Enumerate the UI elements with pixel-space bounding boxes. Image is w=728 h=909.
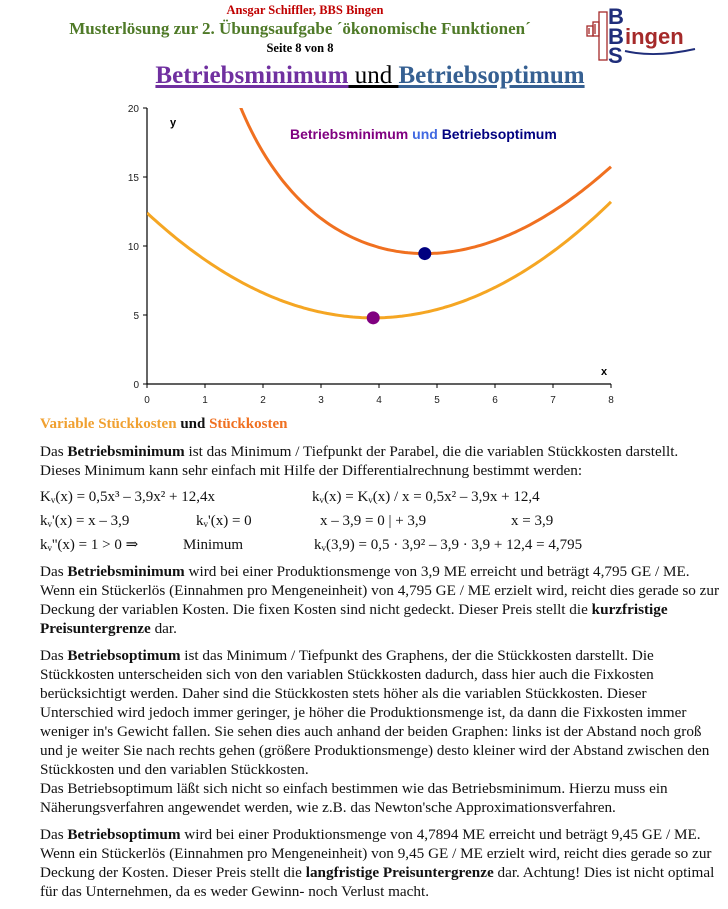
- svg-text:S: S: [608, 43, 623, 64]
- y-tick-label: 20: [127, 104, 139, 115]
- x-tick-label: 2: [260, 395, 266, 406]
- svg-text:B: B: [608, 24, 624, 49]
- y-tick-label: 5: [133, 311, 139, 322]
- heading-stueckkosten: Stückkosten: [209, 416, 288, 432]
- paragraph-betriebsminimum-intro: Das Betriebsminimum ist das Minimum / Tiefpunkt der Parabel, die die variablen Stückkosten darstellt. Dieses Minimum kann sehr einfach mit Hilfe der Differentialrechnung bestimmt werden:: [40, 443, 679, 479]
- x-tick-label: 0: [144, 395, 150, 406]
- heading-und-connector: und: [176, 416, 210, 432]
- x-tick-label: 7: [550, 395, 556, 406]
- paragraph-betriebsminimum-result: Das Betriebsminimum wird bei einer Produktionsmenge von 3,9 ME erreicht und beträgt 4,795 GE / ME. Wenn ein Stückerlös (Einnahmen pro Mengeneinheit) von 4,795 GE / ME erzielt wird, reicht dies gerade so zur Deckung der variablen Kosten. Die fixen Kosten sind nicht gedeckt. Dieser Preis stellt die kurzfristige Preisuntergrenze dar.: [40, 563, 720, 637]
- formula-block: [40, 488, 720, 560]
- swoosh-icon: [625, 49, 695, 54]
- betriebsoptimum-marker: [418, 247, 431, 260]
- x-tick-label: 3: [318, 395, 324, 406]
- heading-betriebsminimum: Betriebsminimum: [155, 62, 349, 89]
- svg-text:ingen: ingen: [625, 24, 684, 49]
- document-title: Musterlösung zur 2. Übungsaufgabe ´ökonomische Funktionen´: [69, 19, 531, 38]
- x-tick-label: 5: [434, 395, 440, 406]
- heading-und: und: [348, 62, 399, 89]
- paragraph-betriebsoptimum-result: Das Betriebsoptimum wird bei einer Produktionsmenge von 4,7894 ME erreicht und beträgt 9,45 GE / ME. Wenn ein Stückerlös (Einnahmen pro Mengeneinheit) von 9,45 GE / ME erzielt wird, reicht dies gerade so zur Deckung der Kosten. Dieser Preis stellt die langfristige Preisuntergrenze dar. Achtung! Dies ist nicht optimal für das Unternehmen, da es weder Gewinn- noch Verlust macht.: [40, 826, 715, 900]
- formula-row-2: $k_v'(x) = x - 3,9$ $k_v'(x) = 0$ x – 3,9 = 0 | + 3,9 x = 3,9: [40, 513, 554, 529]
- x-tick-label: 4: [376, 395, 382, 406]
- bbs-bingen-logo: [585, 2, 725, 64]
- page-indicator: Seite 8 von 8: [266, 41, 334, 55]
- cost-chart: [110, 98, 630, 410]
- formula-row-1: $K_v(x) = 0,5x^3 - 3,9x^2 + 12,4x$ $k_v(x) = K_v(x) / x = 0,5x^2 - 3,9x + 12,4$: [40, 489, 540, 505]
- x-tick-label: 8: [608, 395, 614, 406]
- heading-variable-stueckkosten: Variable Stückkosten: [40, 416, 177, 432]
- y-axis-label: y: [170, 117, 177, 129]
- y-tick-label: 0: [133, 380, 139, 391]
- betriebsminimum-marker: [367, 311, 380, 324]
- document-body: [40, 415, 720, 909]
- y-tick-label: 15: [127, 173, 139, 184]
- paragraph-betriebsoptimum-intro: Das Betriebsoptimum ist das Minimum / Tiefpunkt des Graphens, der die Stückkosten darstellt. Die Stückkosten unterscheiden sich von den variablen Stückkosten dadurch, dass hier auch die Fixkosten berücksichtigt werden. Daher sind die Stückkosten stets höher als die variablen Stückkosten. Dieser Unterschied wird jedoch immer geringer, je höher die Produktionsmenge ist, da dann die Fixkosten immer weniger in's Gewicht fallen. Sie sehen dies auch anhand der beiden Graphen: links ist der Abstand noch groß und je weiter Sie nach rechts gehen (größere Produktionsmenge) desto kleiner wird der Abstand zwischen den Stückkosten und den variablen Stückkosten. Das Betriebsoptimum läßt sich nicht so einfach bestimmen wie das Betriebsminimum. Hierzu muss ein Näherungsverfahren angewendet werden, wie z.B. das Newton'sche Approximationsverfahren.: [40, 647, 710, 816]
- formula-row-3: $k_v''(x) = 1 > 0$ ⇒ Minimum $k_v(3,9) = 0,5 \cdot 3,9^2 - 3,9 \cdot 3,9 + 12,4 = 4,795$: [40, 537, 583, 553]
- main-heading: [0, 62, 728, 90]
- section-heading: [40, 415, 720, 434]
- chart-title: Betriebsminimum und Betriebsoptimum: [290, 126, 557, 142]
- author-line: Ansgar Schiffler, BBS Bingen: [226, 3, 384, 17]
- heading-betriebsoptimum: Betriebsoptimum: [398, 62, 585, 89]
- x-axis-label: x: [601, 366, 608, 378]
- x-tick-label: 1: [202, 395, 208, 406]
- building-icon: [587, 12, 607, 60]
- svg-text:B: B: [608, 4, 624, 29]
- y-tick-label: 10: [127, 242, 139, 253]
- x-tick-label: 6: [492, 395, 498, 406]
- unit-cost-curve: [217, 98, 611, 254]
